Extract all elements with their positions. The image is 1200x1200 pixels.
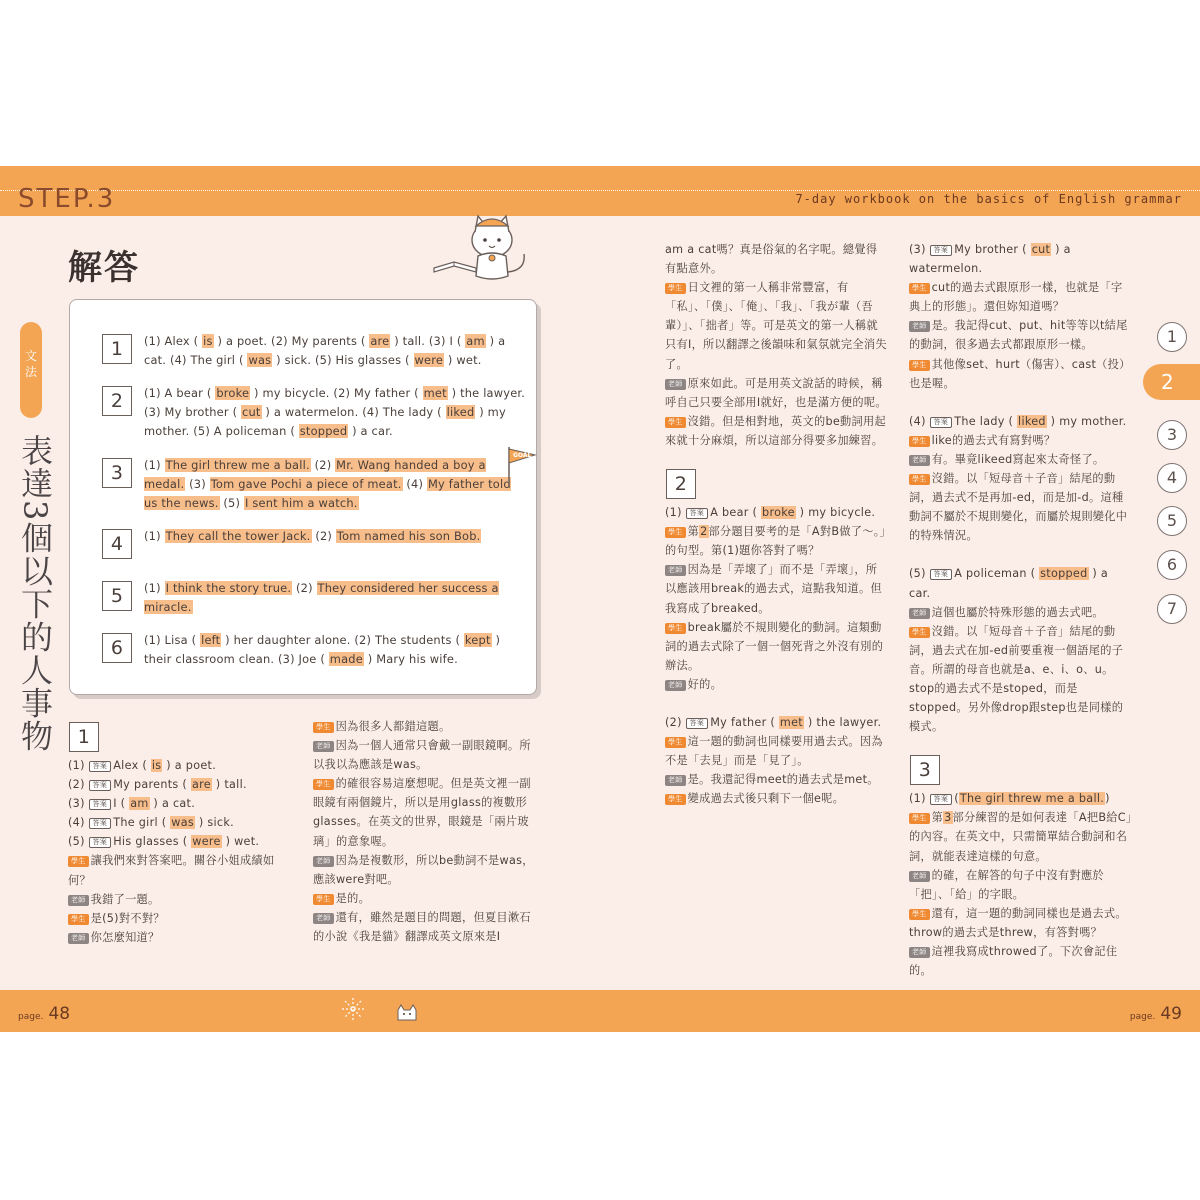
dialogue-line: 學生 第3部分練習的是如何表達「A把B給C」的內容。在英文中，只需簡單結合動詞和名詞，就能表達這樣的句意。 — [909, 811, 1132, 863]
dialogue-line: (1) 答案 A bear ( broke ) my bicycle. — [665, 506, 876, 520]
section-number: 6 — [102, 633, 132, 663]
dialogue-line: (2) 答案 My parents ( are ) tall. — [68, 778, 247, 792]
dialogue-line: (4) 答案 The lady ( liked ) my mother. — [909, 414, 1127, 428]
dialogue-line: 學生 讓我們來對答案吧。關谷小姐成績如何？ — [68, 854, 275, 887]
dialogue-line: (2) 答案 My father ( met ) the lawyer. — [665, 715, 882, 729]
book-spread — [0, 166, 1200, 1032]
chapter-tab-4[interactable]: 4 — [1157, 463, 1187, 493]
answer-tag: 答案 — [930, 245, 953, 256]
teacher-tag: 老師 — [909, 871, 930, 882]
chapter-tab-3[interactable]: 3 — [1157, 420, 1187, 450]
answer-highlight: broke — [762, 506, 795, 520]
answer-highlight: They call the tower Jack. — [165, 529, 311, 543]
answer-highlight: were — [192, 835, 221, 849]
explanation-lines — [909, 240, 1133, 736]
answer-highlight: met — [779, 715, 803, 729]
answer-highlight: Mr. Wang handed a boy a medal. — [144, 458, 486, 491]
dialogue-line: 學生 日文裡的第一人稱非常豐富，有「私」、「僕」、「俺」、「我」、「我が輩（吾輩）」、「拙者」等。可是英文的第一人稱就只有I，所以翻譯之後韻味和氣氛就完全消失了。 — [665, 281, 887, 371]
answer-highlight: met — [423, 386, 447, 400]
student-tag: 學生 — [909, 909, 930, 920]
dialogue-line: 老師 是。我還記得meet的過去式是met。 — [665, 770, 887, 789]
footer-bar — [0, 990, 1200, 1032]
section-number: 3 — [102, 458, 132, 488]
teacher-tag: 老師 — [68, 895, 89, 906]
answer-highlight: 3 — [944, 811, 952, 825]
teacher-tag: 老師 — [313, 741, 334, 752]
answer-highlight: liked — [446, 405, 475, 419]
teacher-tag: 老師 — [909, 455, 930, 466]
answer-highlight: I sent him a watch. — [244, 496, 358, 510]
dialogue-line: 學生 like的過去式有寫對嗎？ — [909, 431, 1133, 450]
dialogue-line: 老師 是。我記得cut、put、hit等等以t結尾的動詞，很多過去式都跟原形一樣。 — [909, 319, 1128, 352]
answer-highlight: are — [370, 334, 390, 348]
student-tag: 學生 — [909, 813, 930, 824]
answer-highlight: Tom named his son Bob. — [336, 529, 481, 543]
explanation-lines — [909, 789, 1133, 980]
answer-highlight: Tom gave Pochi a piece of meat. — [210, 477, 402, 491]
dialogue-line: 學生 沒錯。但是相對地，英文的be動詞用起來就十分麻煩，所以這部分得要多加練習。 — [665, 414, 886, 447]
section-number: 1 — [102, 334, 132, 364]
answer-text: (1) I think the story true. (2) They considered her success a miracle. — [144, 581, 499, 614]
student-tag: 學生 — [665, 417, 686, 428]
answer-highlight: The girl threw me a ball. — [165, 458, 310, 472]
dialogue-line: 學生 的確很容易這麼想呢。但是英文裡一副眼鏡有兩個鏡片，所以是用glass的複數形glasses。在英文的世界，眼鏡是「兩片玻璃」的意象喔。 — [313, 777, 531, 848]
dialogue-line: 老師 我錯了一題。 — [68, 890, 292, 909]
paragraph-gap — [909, 545, 1133, 564]
page-number: 48 — [48, 1004, 71, 1024]
dialogue-line: 學生 沒錯。以「短母音＋子音」結尾的動詞，過去式不是再加-ed，而是加-d。這種動詞不屬於不規則變化，而屬於規則變化中的特殊情況。 — [909, 472, 1128, 543]
dialogue-line: (5) 答案 His glasses ( were ) wet. — [68, 835, 260, 849]
page-title: 解答 — [68, 248, 140, 288]
answer-highlight: is — [203, 334, 213, 348]
dialogue-line: 老師 原來如此。可是用英文說話的時候，稱呼自己只要全部用I就好，也是滿方便的呢。 — [665, 376, 887, 409]
student-tag: 學生 — [665, 794, 686, 805]
goal-flag — [505, 445, 539, 491]
answer-highlight: was — [171, 816, 195, 830]
teacher-tag: 老師 — [68, 933, 89, 944]
teacher-tag: 老師 — [665, 680, 686, 691]
dialogue-line: 老師 你怎麼知道？ — [68, 928, 292, 947]
explanation-column-4 — [909, 240, 1133, 980]
teacher-tag: 老師 — [313, 856, 334, 867]
explanation-column-3 — [665, 240, 887, 808]
answer-tag: 答案 — [89, 837, 112, 848]
goal-label: GOAL — [513, 452, 532, 459]
answer-highlight: The girl threw me a ball. — [959, 792, 1105, 806]
answer-highlight: made — [329, 652, 363, 666]
student-tag: 學生 — [665, 527, 686, 538]
chapter-tab-6[interactable]: 6 — [1157, 550, 1187, 580]
student-tag: 學生 — [909, 474, 930, 485]
header-bar — [0, 166, 1200, 216]
dialogue-line: 老師 還有，雖然是題目的問題，但夏目漱石的小說《我是貓》翻譯成英文原來是I — [313, 910, 531, 944]
cat-small-icon — [395, 1002, 419, 1022]
student-tag: 學生 — [313, 722, 334, 733]
answer-highlight: liked — [1018, 414, 1046, 428]
dialogue-line: 學生 還有，這一題的動詞同樣也是過去式。throw的過去式是threw，有答對嗎？ — [909, 906, 1127, 939]
dialogue-line: 學生 其他像set、hurt（傷害）、cast（投）也是喔。 — [909, 357, 1131, 390]
dialogue-line: 老師 因為是「弄壞了」而不是「弄壞」，所以應該用break的過去式，這點我知道。但我寫成了breaked。 — [665, 563, 882, 615]
answer-row — [102, 384, 526, 441]
answer-tag: 答案 — [89, 818, 112, 829]
teacher-tag: 老師 — [665, 775, 686, 786]
dialogue-line: (4) 答案 The girl ( was ) sick. — [68, 816, 235, 830]
student-tag: 學生 — [68, 914, 89, 925]
step-label: STEP.3 — [18, 184, 116, 214]
chapter-tab-7[interactable]: 7 — [1157, 594, 1187, 624]
explanation-lines — [313, 717, 535, 946]
answer-highlight: was — [248, 353, 272, 367]
section-number: 5 — [102, 581, 132, 611]
chapter-tab-2-active[interactable]: 2 — [1143, 364, 1200, 400]
answer-highlight: am — [130, 797, 149, 811]
student-tag: 學生 — [313, 894, 334, 905]
answer-row — [102, 631, 526, 669]
answer-key-box — [69, 299, 537, 695]
student-tag: 學生 — [68, 856, 89, 867]
dialogue-line: 學生 變成過去式後只剩下一個e呢。 — [665, 789, 887, 808]
answer-text: (1) The girl threw me a ball. (2) Mr. Wang handed a boy a medal. (3) Tom gave Pochi a piece of meat. (4) My father told us the news. (5) I sent him a watch. — [144, 458, 511, 510]
answer-tag: 答案 — [686, 508, 709, 519]
answer-highlight: They considered her success a miracle. — [144, 581, 499, 614]
dialogue-line: 老師 的確，在解答的句子中沒有對應於「把」、「給」的字眼。 — [909, 868, 1104, 901]
page-number: 49 — [1160, 1004, 1182, 1024]
category-tab — [20, 322, 42, 418]
cat-mascot-illustration — [432, 210, 536, 284]
answer-highlight: cut — [242, 405, 261, 419]
chapter-tab-1[interactable]: 1 — [1157, 322, 1187, 352]
answer-row — [102, 527, 526, 555]
answer-row — [102, 456, 526, 513]
page-prefix: page. — [1129, 1012, 1156, 1022]
dialogue-line: 老師 這個也屬於特殊形態的過去式吧。 — [909, 603, 1133, 622]
dialogue-line: 老師 有。畢竟likeed寫起來太奇怪了。 — [909, 450, 1133, 469]
left-page-number — [18, 1004, 70, 1024]
dialogue-line: 學生 這一題的動詞也同樣要用過去式。因為不是「去見」而是「見了」。 — [665, 735, 883, 768]
dialogue-line: 老師 因為是複數形，所以be動詞不是was，應該were對吧。 — [313, 853, 534, 886]
answer-highlight: is — [151, 759, 162, 772]
paragraph-gap — [909, 393, 1133, 412]
answer-highlight: 2 — [700, 525, 708, 539]
dialogue-line: 學生 是的。 — [313, 889, 535, 908]
student-tag: 學生 — [909, 283, 930, 294]
explanation-lines — [68, 756, 292, 947]
student-tag: 學生 — [665, 283, 686, 294]
dialogue-line: 學生 break屬於不規則變化的動詞。這類動詞的過去式除了一個一個死背之外沒有別的辦法。 — [665, 620, 884, 672]
explanation-column-1 — [68, 722, 292, 947]
teacher-tag: 老師 — [665, 565, 686, 576]
dialogue-line: 學生 沒錯。以「短母音＋子音」結尾的動詞，過去式在加-ed前要重複一個語尾的子音。所謂的母音也就是a、e、i、o、u。stop的過去式不是stoped，而是stopped。另外像drop跟step也是同樣的模式。 — [909, 624, 1124, 734]
header-rule — [0, 190, 1200, 191]
answer-highlight: stopped — [299, 424, 348, 438]
teacher-tag: 老師 — [313, 913, 334, 924]
dialogue-line: (1) 答案 Alex ( is ) a poet. — [68, 759, 217, 772]
section-number: 3 — [910, 755, 940, 785]
explanation-lines — [665, 503, 887, 808]
book-subtitle: 7-day workbook on the basics of English grammar — [795, 192, 1182, 206]
dialogue-line: (3) 答案 I ( am ) a cat. — [68, 797, 196, 811]
teacher-tag: 老師 — [909, 608, 930, 619]
answer-tag: 答案 — [930, 569, 953, 580]
answer-highlight: My father told us the news. — [144, 477, 511, 510]
explanation-column-2 — [313, 717, 535, 946]
answer-text: (1) Lisa ( left ) her daughter alone. (2) The students ( kept ) their classroom clean. (3) Joe ( made ) Mary his wife. — [144, 633, 501, 666]
student-tag: 學生 — [313, 779, 334, 790]
dialogue-line: 學生 是(5)對不對？ — [68, 909, 292, 928]
dialogue-line: (3) 答案 My brother ( cut ) a watermelon. — [909, 243, 1071, 276]
answer-tag: 答案 — [89, 799, 112, 810]
answer-tag: 答案 — [686, 718, 709, 729]
dialogue-line: 學生 因為很多人都錯這題。 — [313, 717, 535, 736]
answer-highlight: broke — [216, 386, 250, 400]
answer-highlight: cut — [1031, 243, 1051, 256]
student-tag: 學生 — [909, 627, 930, 638]
section-number: 2 — [102, 386, 132, 416]
answer-highlight: I think the story true. — [165, 581, 292, 595]
answer-tag: 答案 — [89, 761, 112, 772]
teacher-tag: 老師 — [665, 379, 686, 390]
dialogue-line: 老師 這裡我寫成throwed了。下次會記住的。 — [909, 945, 1118, 978]
explanation-lines — [665, 240, 887, 450]
dialogue-line: 學生 第2部分題目要考的是「A對B做了～。」的句型。第(1)題你答對了嗎？ — [665, 525, 886, 558]
sparkle-icon — [340, 996, 366, 1022]
student-tag: 學生 — [665, 623, 686, 634]
answer-highlight: were — [414, 353, 444, 367]
teacher-tag: 老師 — [909, 947, 930, 958]
answer-text: (1) Alex ( is ) a poet. (2) My parents ( are ) tall. (3) I ( am ) a cat. (4) The girl ( was ) sick. (5) His glasses ( were ) wet. — [144, 334, 506, 367]
answer-highlight: kept — [464, 633, 491, 647]
dialogue-line: 學生 cut的過去式跟原形一樣，也就是「字典上的形態」。還但妳知道嗎？ — [909, 281, 1123, 314]
answer-tag: 答案 — [89, 780, 112, 791]
chapter-title: 表達3個以下的人事物 — [16, 434, 54, 753]
answer-highlight: are — [191, 778, 211, 792]
dialogue-line: (5) 答案 A policeman ( stopped ) a car. — [909, 567, 1109, 600]
answer-text: (1) They call the tower Jack. (2) Tom named his son Bob. — [144, 529, 481, 543]
page-prefix: page. — [18, 1012, 44, 1022]
answer-tag: 答案 — [930, 794, 953, 805]
answer-highlight: left — [201, 633, 221, 647]
answer-row — [102, 332, 526, 370]
category-label: 文法 — [24, 349, 37, 379]
teacher-tag: 老師 — [909, 321, 930, 332]
student-tag: 學生 — [909, 360, 930, 371]
section-number: 1 — [69, 722, 99, 752]
paragraph-gap — [665, 694, 887, 713]
answer-highlight: am — [466, 334, 485, 348]
student-tag: 學生 — [665, 737, 686, 748]
right-page-number — [1130, 1004, 1182, 1024]
student-tag: 學生 — [909, 436, 930, 447]
answer-tag: 答案 — [930, 417, 953, 428]
answer-row — [102, 579, 526, 617]
section-number: 2 — [666, 469, 696, 499]
chapter-tab-5[interactable]: 5 — [1157, 506, 1187, 536]
answer-text: (1) A bear ( broke ) my bicycle. (2) My father ( met ) the lawyer. (3) My brother ( cut ) a watermelon. (4) The lady ( liked ) my mother. (5) A policeman ( stopped ) a car. — [144, 386, 526, 438]
dialogue-line: (1) 答案 (The girl threw me a ball.) — [909, 792, 1110, 806]
section-number: 4 — [102, 529, 132, 559]
dialogue-line: 老師 因為一個人通常只會戴一副眼鏡啊。所以我以為應該是was。 — [313, 739, 531, 772]
dialogue-line: 老師 好的。 — [665, 675, 887, 694]
dialogue-line: am a cat嗎？真是俗氣的名字呢。總覺得有點意外。 — [665, 243, 878, 276]
answer-highlight: stopped — [1040, 567, 1088, 581]
